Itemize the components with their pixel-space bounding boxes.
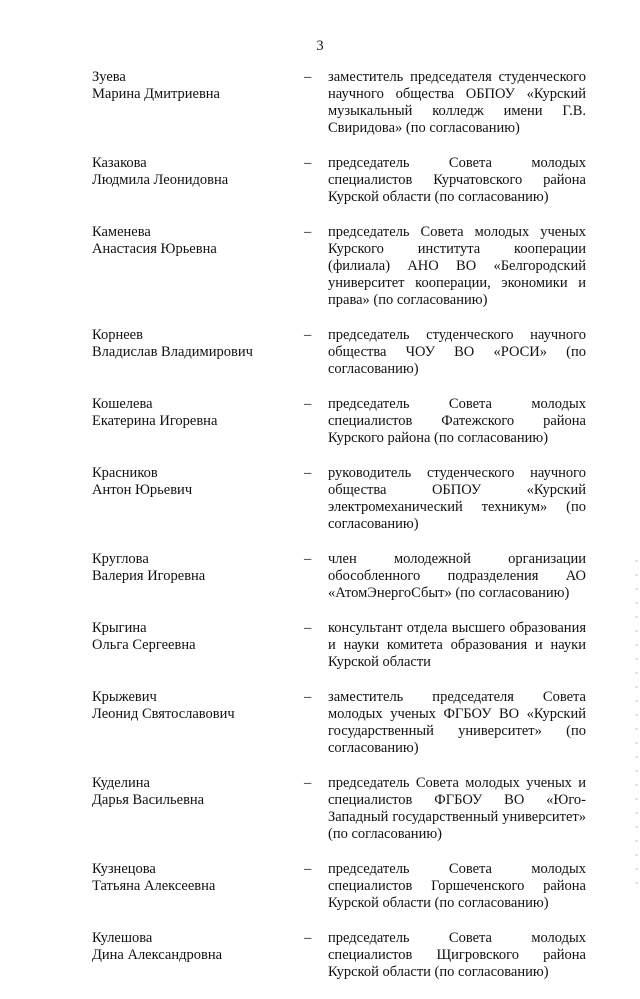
member-surname: Красников [92,465,158,481]
member-given-names: Валерия Игоревна [92,568,206,584]
member-given-names: Антон Юрьевич [92,482,193,498]
list-item [92,224,586,309]
list-item [92,551,586,602]
member-given-names: Марина Дмитриевна [92,86,220,102]
list-item [92,620,586,671]
member-given-names: Людмила Леонидовна [92,172,229,188]
member-surname: Казакова [92,155,147,171]
member-surname: Крыгина [92,620,147,636]
dash-separator: – [304,69,312,85]
list-item [92,689,586,757]
list-item [92,327,586,378]
member-role: председатель Совета молодых специалистов Щигровского района Курской области (по согласованию) [328,930,586,980]
member-name [92,551,304,602]
dash-separator: – [304,224,312,240]
dash-separator: – [304,396,312,412]
member-given-names: Владислав Владимирович [92,344,253,360]
dash-separator: – [304,620,312,636]
member-given-names: Татьяна Алексеевна [92,878,216,894]
member-surname: Зуева [92,69,126,85]
dash-separator: – [304,775,312,791]
member-name [92,69,304,137]
dash-separator: – [304,861,312,877]
member-given-names: Екатерина Игоревна [92,413,218,429]
member-surname: Крыжевич [92,689,157,705]
member-role: председатель Совета молодых ученых Курского института кооперации (филиала) АНО ВО «Белгородский университет кооперации, экономики и права» (по согласованию) [328,224,586,308]
member-given-names: Анастасия Юрьевна [92,241,217,257]
member-role: заместитель председателя Совета молодых ученых ФГБОУ ВО «Курский государственный университет» (по согласованию) [328,689,586,756]
member-surname: Кошелева [92,396,153,412]
member-list [92,69,586,999]
list-item [92,155,586,206]
member-surname: Кулешова [92,930,153,946]
list-item [92,775,586,843]
member-role: член молодежной организации обособленного подразделения АО «АтомЭнергоСбыт» (по согласованию) [328,551,586,601]
member-name [92,465,304,533]
dash-separator: – [304,551,312,567]
list-item [92,930,586,981]
member-given-names: Дина Александровна [92,947,223,963]
member-name [92,861,304,912]
member-name [92,620,304,671]
member-role: председатель Совета молодых специалистов Горшеченского района Курской области (по согласованию) [328,861,586,911]
member-name [92,396,304,447]
member-name [92,775,304,843]
member-given-names: Ольга Сергеевна [92,637,196,653]
member-given-names: Леонид Святославович [92,706,235,722]
member-role: председатель студенческого научного общества ЧОУ ВО «РОСИ» (по согласованию) [328,327,586,377]
member-given-names: Дарья Васильевна [92,792,205,808]
member-surname: Каменева [92,224,151,240]
member-name [92,327,304,378]
member-name [92,930,304,981]
member-surname: Корнеев [92,327,143,343]
list-item [92,396,586,447]
scan-edge-marks [635,560,638,890]
member-surname: Круглова [92,551,149,567]
dash-separator: – [304,327,312,343]
member-name [92,155,304,206]
list-item [92,465,586,533]
member-role: председатель Совета молодых специалистов Курчатовского района Курской области (по согласованию) [328,155,586,205]
dash-separator: – [304,930,312,946]
dash-separator: – [304,465,312,481]
member-role: руководитель студенческого научного общества ОБПОУ «Курский электромеханический техникум» (по согласованию) [328,465,586,532]
dash-separator: – [304,155,312,171]
list-item [92,69,586,137]
member-surname: Куделина [92,775,150,791]
member-role: председатель Совета молодых ученых и специалистов ФГБОУ ВО «Юго-Западный государственный университет» (по согласованию) [328,775,586,842]
member-role: председатель Совета молодых специалистов Фатежского района Курского района (по согласованию) [328,396,586,446]
dash-separator: – [304,689,312,705]
member-role: заместитель председателя студенческого научного общества ОБПОУ «Курский музыкальный колледж имени Г.В. Свиридова» (по согласованию) [328,69,586,136]
list-item [92,861,586,912]
member-name [92,224,304,309]
page-number: 3 [316,38,324,54]
member-role: консультант отдела высшего образования и науки комитета образования и науки Курской области [328,620,586,670]
member-name [92,689,304,757]
member-surname: Кузнецова [92,861,156,877]
